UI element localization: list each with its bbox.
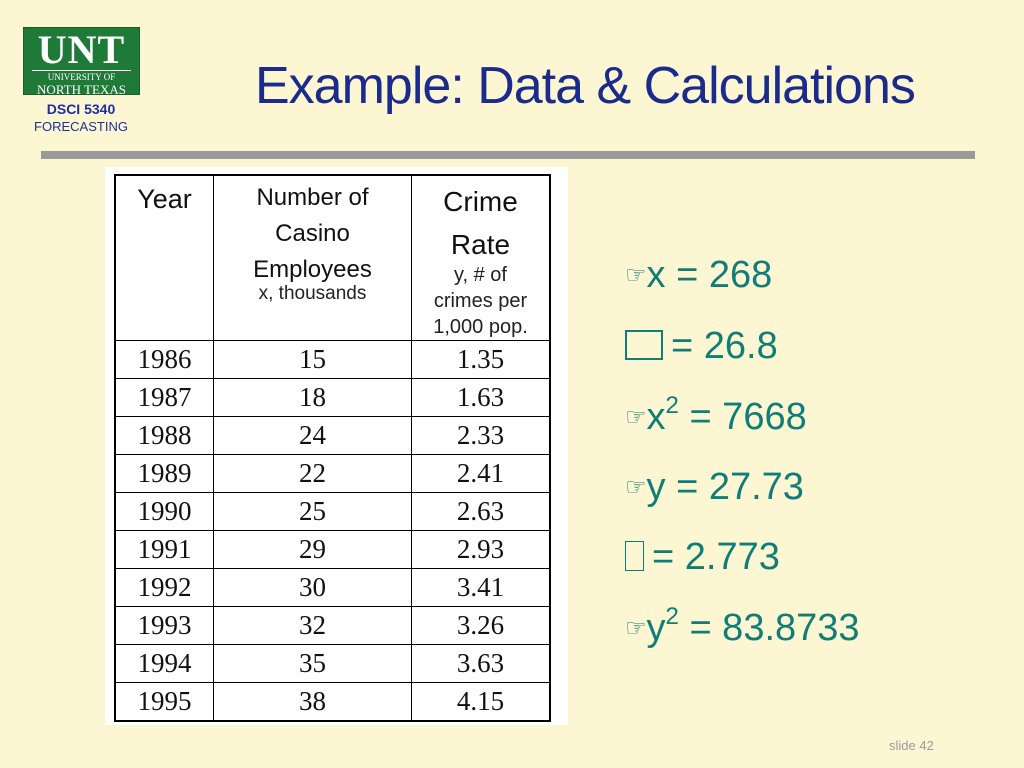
pointing-hand-icon: ☞	[625, 262, 647, 289]
table-row	[115, 455, 550, 493]
cell-year: 1990	[115, 493, 214, 531]
stat-variable: y	[646, 466, 666, 508]
box-icon	[625, 541, 644, 571]
stat-sum-x-squared	[625, 392, 807, 440]
cell-year: 1989	[115, 455, 214, 493]
cell-year: 1994	[115, 645, 214, 683]
header-employees-line: Employees	[253, 256, 372, 283]
cell-crime-rate: 3.41	[412, 569, 551, 607]
course-name: FORECASTING	[34, 119, 128, 134]
data-table-panel	[105, 167, 568, 725]
header-crime-unit: y, # of	[454, 264, 507, 286]
pointing-hand-icon: ☞	[625, 615, 647, 642]
cell-crime-rate: 2.63	[412, 493, 551, 531]
cell-year: 1988	[115, 417, 214, 455]
header-crime-unit: 1,000 pop.	[433, 316, 528, 338]
cell-crime-rate: 2.93	[412, 531, 551, 569]
header-crime-unit: crimes per	[433, 290, 528, 312]
cell-employees: 15	[214, 341, 412, 379]
cell-crime-rate: 4.15	[412, 683, 551, 722]
pointing-hand-icon: ☞	[625, 404, 647, 431]
cell-year: 1991	[115, 531, 214, 569]
stat-value: = 268	[676, 254, 773, 296]
header-crime-line: Crime	[443, 186, 518, 217]
data-table	[114, 174, 551, 722]
header-crime-line: Rate	[450, 229, 511, 260]
table-row	[115, 493, 550, 531]
cell-crime-rate: 1.35	[412, 341, 551, 379]
table-row	[115, 607, 550, 645]
stat-value: = 83.8733	[689, 607, 860, 649]
stat-variable: x	[646, 396, 666, 438]
cell-employees: 29	[214, 531, 412, 569]
table-row	[115, 379, 550, 417]
cell-employees: 24	[214, 417, 412, 455]
stat-value: = 7668	[689, 396, 807, 438]
table-row	[115, 341, 550, 379]
cell-year: 1987	[115, 379, 214, 417]
table-header-row	[115, 175, 550, 341]
cell-employees: 25	[214, 493, 412, 531]
stat-exponent: 2	[665, 603, 679, 630]
cell-employees: 30	[214, 569, 412, 607]
stat-value: = 26.8	[671, 325, 778, 367]
cell-employees: 22	[214, 455, 412, 493]
slide-title: Example: Data & Calculations	[255, 57, 915, 115]
logo-wordmark: UNT	[37, 27, 126, 72]
stat-mean-x	[625, 324, 778, 368]
header-year	[115, 175, 214, 341]
title-divider	[41, 151, 975, 159]
cell-year: 1993	[115, 607, 214, 645]
unt-logo	[23, 27, 140, 95]
header-employees-line: Casino	[275, 220, 350, 247]
stat-exponent: 2	[665, 392, 679, 419]
stat-sum-y	[625, 465, 804, 510]
stat-sum-x	[625, 253, 772, 298]
table-row	[115, 569, 550, 607]
header-employees-unit: x, thousands	[258, 283, 367, 304]
table-row	[115, 645, 550, 683]
box-icon	[625, 330, 663, 360]
cell-crime-rate: 2.33	[412, 417, 551, 455]
cell-year: 1986	[115, 341, 214, 379]
cell-crime-rate: 1.63	[412, 379, 551, 417]
logo-line2: NORTH TEXAS	[37, 82, 126, 97]
header-employees-line: Number of	[256, 184, 369, 211]
stat-value: = 2.773	[652, 536, 780, 578]
cell-crime-rate: 3.26	[412, 607, 551, 645]
header-year-label: Year	[137, 184, 192, 214]
cell-employees: 18	[214, 379, 412, 417]
cell-crime-rate: 3.63	[412, 645, 551, 683]
header-employees	[214, 175, 412, 341]
cell-year: 1992	[115, 569, 214, 607]
cell-employees: 35	[214, 645, 412, 683]
stat-sum-y-squared	[625, 603, 860, 651]
stat-variable: x	[646, 254, 666, 296]
cell-crime-rate: 2.41	[412, 455, 551, 493]
cell-year: 1995	[115, 683, 214, 722]
header-crime-rate	[412, 175, 551, 341]
table-row	[115, 417, 550, 455]
table-row	[115, 531, 550, 569]
pointing-hand-icon: ☞	[625, 474, 647, 501]
stat-variable: y	[646, 607, 666, 649]
course-code: DSCI 5340	[46, 101, 116, 117]
logo-line1: UNIVERSITY OF	[32, 70, 131, 82]
slide-number: slide 42	[889, 738, 934, 753]
cell-employees: 32	[214, 607, 412, 645]
cell-employees: 38	[214, 683, 412, 722]
stat-value: = 27.73	[676, 466, 804, 508]
stat-mean-y	[625, 535, 780, 579]
table-row	[115, 683, 550, 722]
